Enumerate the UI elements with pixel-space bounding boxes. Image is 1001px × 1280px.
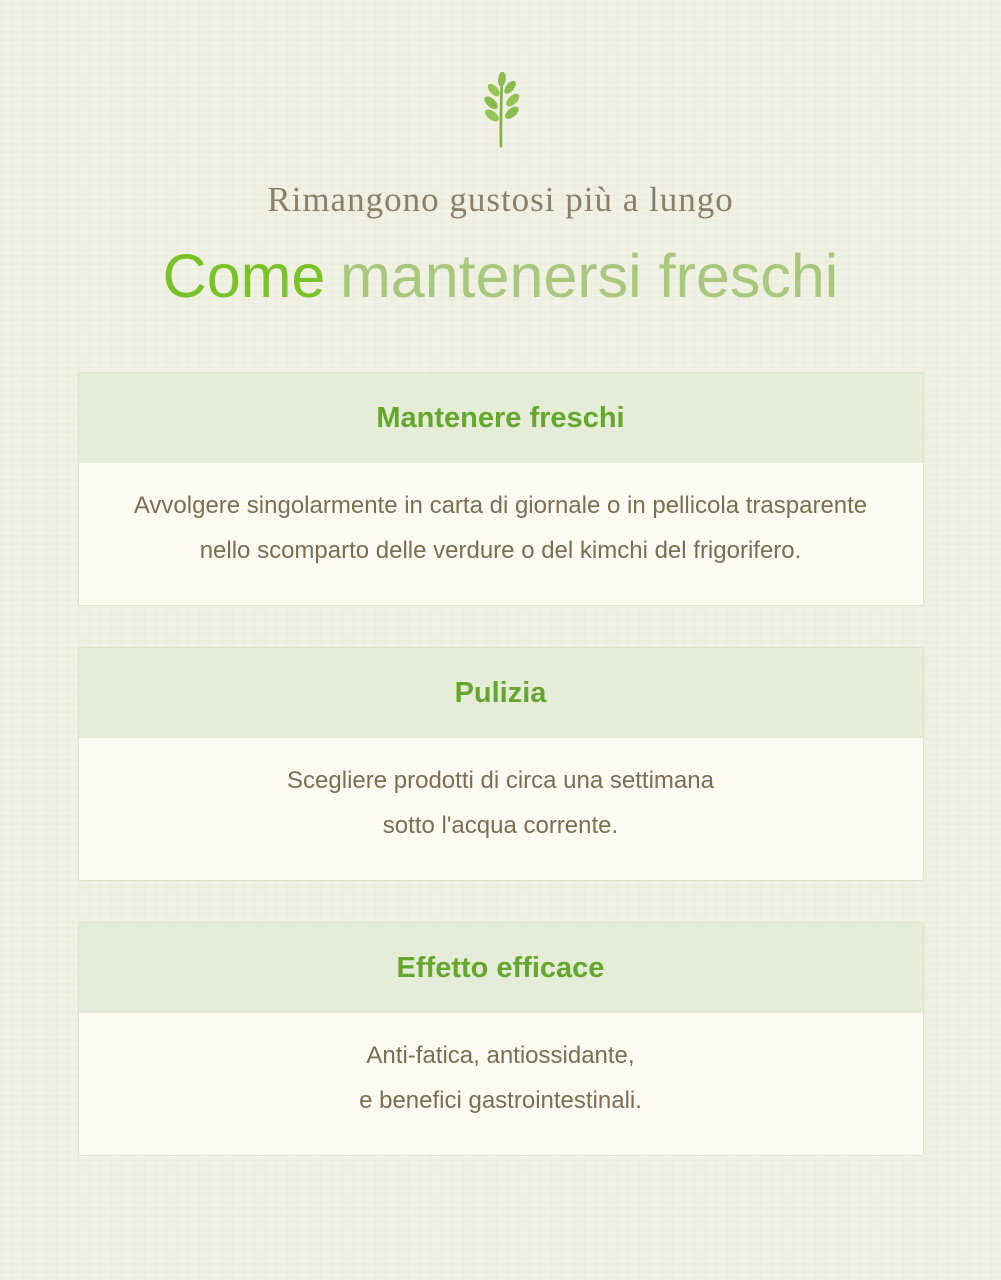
- page-subtitle: Rimangono gustosi più a lungo: [267, 180, 734, 219]
- card-header: [79, 648, 923, 738]
- card-body: [79, 463, 923, 605]
- card-text-line: Avvolgere singolarmente in carta di giornale o in pellicola trasparente: [133, 492, 868, 519]
- card-effetto-efficace: [78, 922, 924, 1156]
- card-header: [79, 373, 923, 463]
- card-header: [79, 923, 923, 1013]
- card-text-line: Scegliere prodotti di circa una settimana: [287, 767, 714, 794]
- card-pulizia: [78, 647, 924, 881]
- card-text-line: e benefici gastrointestinali.: [359, 1087, 642, 1114]
- page-title-highlight: Come: [162, 242, 326, 310]
- card-body: [79, 738, 923, 880]
- page-title: [0, 240, 1001, 312]
- card-title: Pulizia: [454, 676, 547, 709]
- card-title: Effetto efficace: [396, 951, 605, 984]
- card-list: [78, 372, 924, 1156]
- sprig-leaf-icon: [472, 72, 530, 148]
- card-text-line: nello scomparto delle verdure o del kimchi del frigorifero.: [199, 537, 802, 564]
- card-text-line: sotto l'acqua corrente.: [382, 812, 619, 839]
- card-mantenere-freschi: [78, 372, 924, 606]
- card-title: Mantenere freschi: [376, 401, 625, 434]
- page-title-rest: mantenersi freschi: [339, 242, 839, 310]
- card-text-line: Anti-fatica, antiossidante,: [366, 1042, 635, 1069]
- card-body: [79, 1013, 923, 1155]
